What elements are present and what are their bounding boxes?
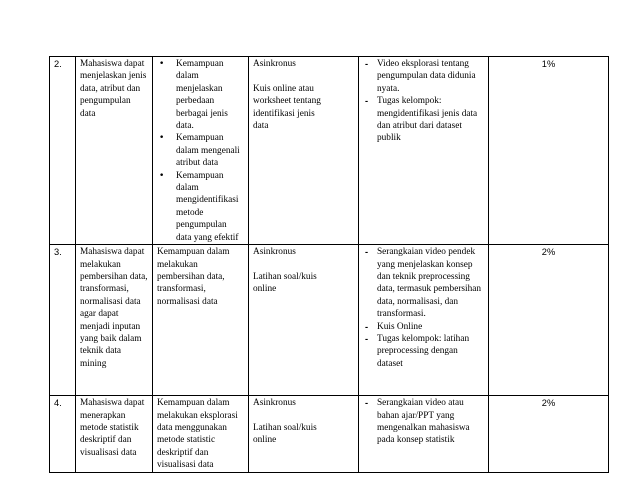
weight-cell: 2% bbox=[489, 245, 609, 396]
capability-cell bbox=[76, 245, 153, 396]
list-item: - Tugas kelompok: mengidentifikasi jenis data dan atribut dari dataset publik bbox=[363, 95, 484, 145]
activity-cell bbox=[359, 57, 489, 245]
table-row bbox=[50, 245, 609, 396]
row-number: 3. bbox=[50, 245, 76, 396]
list-item: • Kemampuan dalam mengidentifikasi metode pengumpulan data yang efektif bbox=[157, 170, 244, 244]
capability-text: Mahasiswa dapat melakukan pembersihan data, transformasi, normalisasi data agar dapat menjadi inputan yang baik dalam teknik data mining bbox=[80, 247, 148, 369]
list-item: - Video eksplorasi tentang pengumpulan data didunia nyata. bbox=[363, 58, 484, 95]
method-cell bbox=[249, 57, 359, 245]
list-item: • Kemampuan dalam mengenali atribut data bbox=[157, 132, 244, 169]
method-cell bbox=[249, 245, 359, 396]
list-item: - Kuis Online bbox=[363, 321, 484, 333]
list-item: - Tugas kelompok: latihan preprocessing dengan dataset bbox=[363, 333, 484, 370]
table-row bbox=[50, 396, 609, 472]
capability-cell bbox=[76, 396, 153, 472]
list-item: - Serangkaian video atau bahan ajar/PPT yang mengenalkan mahasiswa pada konsep statistik bbox=[363, 397, 484, 447]
method-title: Asinkronus bbox=[253, 398, 296, 409]
activity-list bbox=[363, 58, 484, 145]
capability-cell bbox=[76, 57, 153, 245]
activity-list bbox=[363, 397, 484, 447]
indicator-text: Kemampuan dalam melakukan pembersihan data, transformasi, normalisasi data bbox=[157, 247, 230, 307]
weight-cell: 2% bbox=[489, 396, 609, 472]
activity-list bbox=[363, 246, 484, 370]
method-detail: Latihan soal/kuis online bbox=[253, 422, 317, 446]
capability-text: Mahasiswa dapat menjelaskan jenis data, atribut dan pengumpulan data bbox=[80, 59, 147, 119]
method-detail: Latihan soal/kuis online bbox=[253, 271, 317, 295]
activity-cell bbox=[359, 245, 489, 396]
row-number: 4. bbox=[50, 396, 76, 472]
method-cell bbox=[249, 396, 359, 472]
activity-cell bbox=[359, 396, 489, 472]
course-plan-table bbox=[49, 56, 609, 473]
table-row bbox=[50, 57, 609, 245]
list-item: • Kemampuan dalam menjelaskan perbedaan berbagai jenis data. bbox=[157, 58, 244, 132]
weight-cell: 1% bbox=[489, 57, 609, 245]
indicator-list bbox=[157, 58, 244, 244]
indicator-cell bbox=[153, 396, 249, 472]
method-title: Asinkronus bbox=[253, 59, 296, 69]
indicator-cell bbox=[153, 57, 249, 245]
method-title: Asinkronus bbox=[253, 247, 296, 258]
indicator-cell bbox=[153, 245, 249, 396]
list-item: - Serangkaian video pendek yang menjelaskan konsep dan teknik preprocessing data, termasuk pembersihan data, normalisasi, dan transformasi. bbox=[363, 246, 484, 320]
method-detail: Kuis online atau worksheet tentang identifikasi jenis data bbox=[253, 83, 321, 132]
capability-text: Mahasiswa dapat menerapkan metode statistik deskriptif dan visualisasi data bbox=[80, 398, 145, 458]
row-number: 2. bbox=[50, 57, 76, 245]
indicator-text: Kemampuan dalam melakukan eksplorasi data menggunakan metode statistic deskriptif dan visualisasi data bbox=[157, 398, 238, 471]
